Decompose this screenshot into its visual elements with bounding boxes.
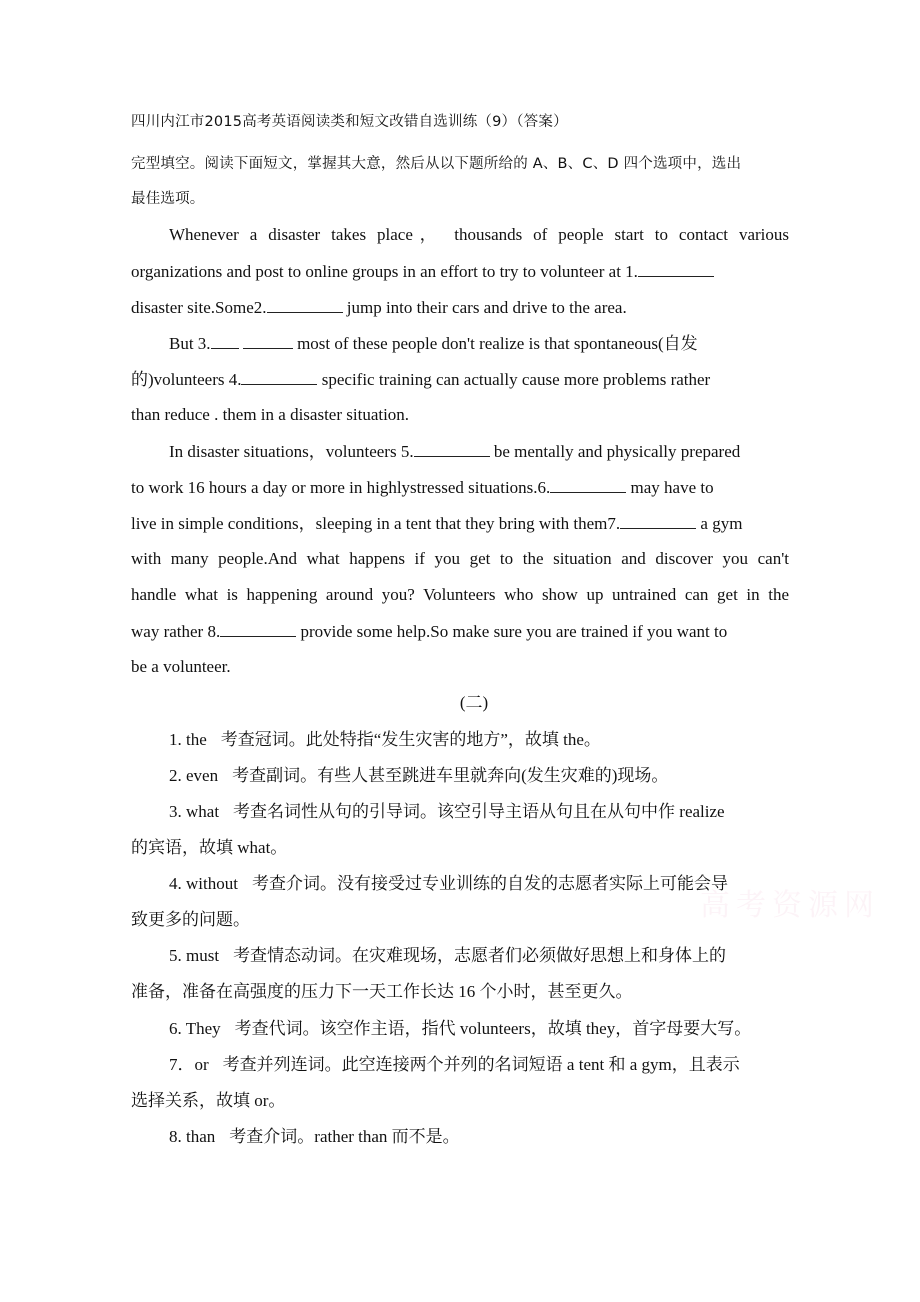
answer-4	[169, 873, 728, 895]
answer-key: 2. even	[169, 766, 219, 785]
answer-1	[169, 729, 601, 751]
passage-text: way rather 8.	[131, 622, 221, 641]
instructions-line-1: 完型填空。阅读下面短文，掌握其大意，然后从以下题所给的 A、B、C、D 四个选项中，选出	[131, 156, 742, 172]
passage-p2-line-2	[131, 368, 710, 391]
passage-p3-line-5: handle what is happening around you? Volunteers who show up untrained can get in the	[131, 585, 789, 604]
passage-text: specific training can actually cause more problems rather	[317, 370, 711, 389]
passage-text: In disaster situations，volunteers 5.	[169, 442, 414, 461]
blank-3b[interactable]	[243, 332, 293, 349]
answer-explanation: 考查名词性从句的引导词。该空引导主语从句且在从句中作 realize	[233, 802, 725, 821]
answer-3-cont: 的宾语，故填 what。	[131, 838, 288, 857]
passage-p3-line-6	[131, 620, 727, 643]
answer-explanation: 考查情态动词。在灾难现场，志愿者们必须做好思想上和身体上的	[233, 946, 727, 965]
section-heading: (二)	[459, 693, 489, 712]
document-title: 四川内江市2015高考英语阅读类和短文改错自选训练（9）（答案）	[131, 114, 568, 130]
answer-key: 6. They	[169, 1019, 221, 1038]
blank-1[interactable]	[638, 260, 714, 277]
answer-7	[169, 1054, 740, 1076]
answer-key: 8. than	[169, 1127, 216, 1146]
answer-key: 7．or	[169, 1055, 209, 1074]
blank-8[interactable]	[220, 620, 296, 637]
answer-6	[169, 1018, 751, 1040]
passage-p2-line-1	[169, 332, 698, 355]
passage-p1-line-2	[131, 260, 714, 283]
blank-2[interactable]	[267, 296, 343, 313]
blank-3a[interactable]	[211, 332, 239, 349]
answer-4-cont: 致更多的问题。	[131, 910, 250, 929]
passage-text: most of these people don't realize is that spontaneous(自发	[292, 334, 698, 353]
answer-3	[169, 801, 725, 823]
answer-2	[169, 765, 668, 787]
passage-p3-line-2	[131, 476, 714, 499]
passage-p2-line-3: than reduce . them in a disaster situation.	[131, 405, 410, 424]
answer-key: 1. the	[169, 730, 207, 749]
passage-p3-line-1	[169, 440, 740, 463]
passage-p3-line-7: be a volunteer.	[131, 657, 231, 676]
watermark: 高考资源网	[700, 888, 880, 923]
passage-text: may have to	[626, 478, 714, 497]
answer-5	[169, 945, 726, 967]
passage-text: 的)volunteers 4.	[131, 370, 242, 389]
passage-p3-line-4: with many people.And what happens if you get to the situation and discover you can't	[131, 549, 789, 568]
answer-explanation: 考查并列连词。此空连接两个并列的名词短语 a tent 和 a gym，且表示	[222, 1055, 740, 1074]
passage-p1-line-3	[131, 296, 627, 319]
answer-key: 4. without	[169, 874, 238, 893]
blank-5[interactable]	[414, 440, 490, 457]
passage-text: be mentally and physically prepared	[489, 442, 741, 461]
passage-p1-line-1: Whenever a disaster takes place， thousands of people start to contact various	[169, 225, 789, 244]
passage-text: live in simple conditions，sleeping in a tent that they bring with them7.	[131, 514, 621, 533]
passage-text: a gym	[696, 514, 743, 533]
blank-6[interactable]	[550, 476, 626, 493]
answer-5-cont: 准备，准备在高强度的压力下一天工作长达 16 个小时，甚至更久。	[131, 982, 633, 1001]
blank-4[interactable]	[241, 368, 317, 385]
answer-key: 3. what	[169, 802, 220, 821]
passage-text: to work 16 hours a day or more in highlystressed situations.6.	[131, 478, 551, 497]
answer-8	[169, 1126, 460, 1148]
blank-7[interactable]	[620, 512, 696, 529]
answer-explanation: 考查介词。没有接受过专业训练的自发的志愿者实际上可能会导	[251, 874, 728, 893]
answer-explanation: 考查冠词。此处特指“发生灾害的地方”，故填 the。	[220, 730, 601, 749]
passage-p3-line-3	[131, 512, 742, 535]
answer-explanation: 考查介词。rather than 而不是。	[229, 1127, 460, 1146]
passage-text: jump into their cars and drive to the area.	[342, 298, 627, 317]
passage-text: provide some help.So make sure you are trained if you want to	[296, 622, 728, 641]
answer-explanation: 考查副词。有些人甚至跳进车里就奔向(发生灾难的)现场。	[232, 766, 669, 785]
passage-text: But 3.	[169, 334, 211, 353]
answer-explanation: 考查代词。该空作主语，指代 volunteers，故填 they，首字母要大写。	[234, 1019, 752, 1038]
passage-text: organizations and post to online groups in an effort to try to volunteer at 1.	[131, 262, 638, 281]
passage-text: disaster site.Some2.	[131, 298, 267, 317]
answer-7-cont: 选择关系，故填 or。	[131, 1091, 286, 1110]
instructions-line-2: 最佳选项。	[131, 191, 205, 207]
answer-key: 5. must	[169, 946, 220, 965]
